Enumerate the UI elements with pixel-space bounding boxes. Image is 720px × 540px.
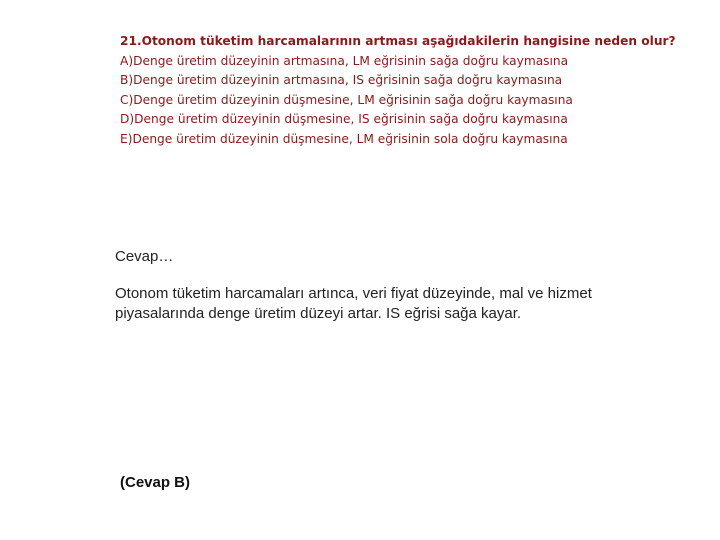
answer-explanation: Otonom tüketim harcamaları artınca, veri fiyat düzeyinde, mal ve hizmet piyasalarında denge üretim düzeyi artar. IS eğrisi sağa kayar. xyxy=(115,285,592,322)
option-c: C)Denge üretim düzeyinin düşmesine, LM eğrisinin sağa doğru kaymasına xyxy=(120,92,573,107)
option-a: A)Denge üretim düzeyinin artmasına, LM eğrisinin sağa doğru kaymasına xyxy=(120,53,569,68)
question-title: 21.Otonom tüketim harcamalarının artması aşağıdakilerin hangisine neden olur? xyxy=(120,34,676,48)
question-block xyxy=(120,32,710,150)
final-answer: (Cevap B) xyxy=(120,474,191,491)
option-b: B)Denge üretim düzeyinin artmasına, IS eğrisinin sağa doğru kaymasına xyxy=(120,73,563,88)
option-d: D)Denge üretim düzeyinin düşmesine, IS eğrisinin sağa doğru kaymasına xyxy=(120,112,568,127)
option-e: E)Denge üretim düzeyinin düşmesine, LM eğrisinin sola doğru kaymasına xyxy=(120,131,568,146)
answer-label: Cevap… xyxy=(115,248,174,265)
